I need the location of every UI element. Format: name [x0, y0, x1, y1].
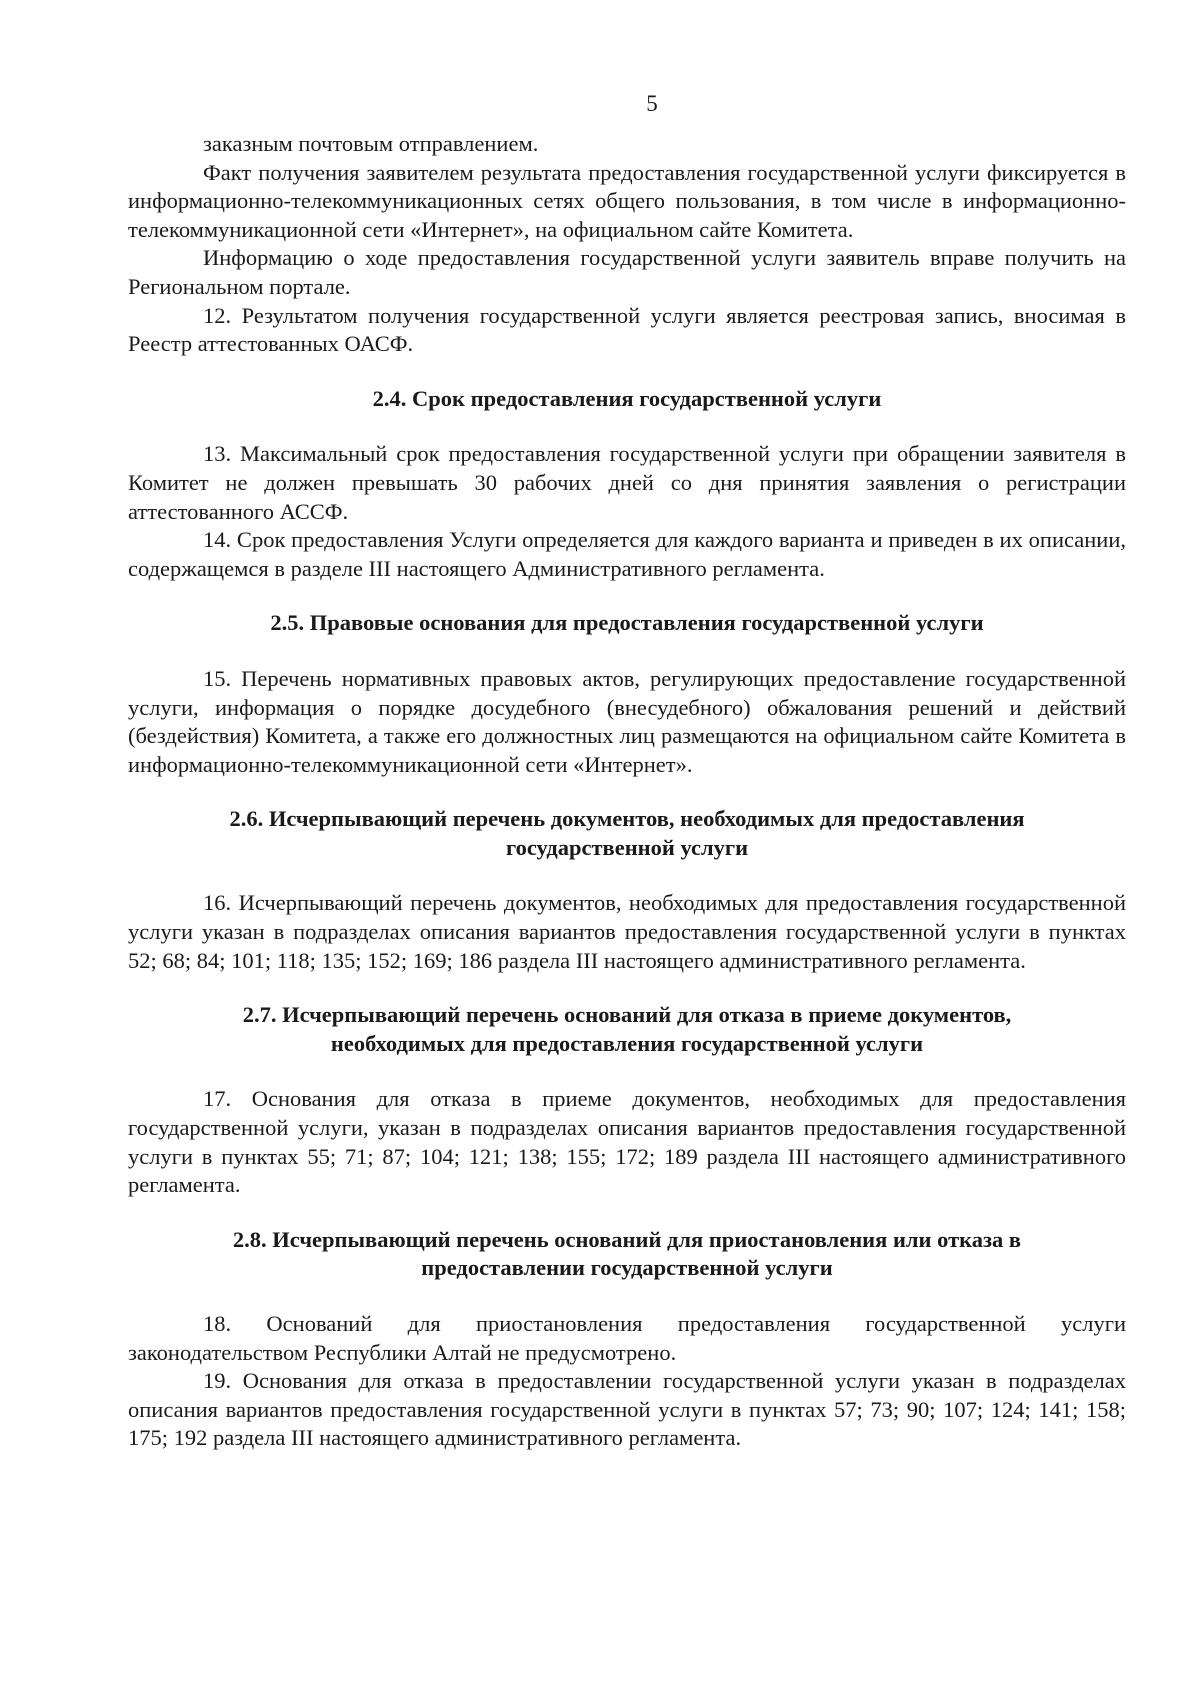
heading-line: 2.6. Исчерпывающий перечень документов, необходимых для предоставления — [229, 806, 1025, 832]
paragraph: заказным почтовым отправлением. — [203, 131, 539, 156]
paragraph: 18. Оснований для приостановления предоставления государственной услуги законодательством Республики Алтай не предусмотрено. — [128, 1311, 1126, 1365]
paragraph: 17. Основания для отказа в приеме документов, необходимых для предоставления государственной услуги, указан в подразделах описания вариантов предоставления государственной услуги в пунктах 55; 71; 87; 104; 121; 138; 155; 172; 189 раздела III настоящего административного регламента. — [128, 1086, 1126, 1198]
paragraph: 12. Результатом получения государственной услуги является реестровая запись, вносимая в Реестр аттестованных ОАСФ. — [128, 302, 1126, 357]
heading-line: необходимых для предоставления государственной услуги — [330, 1030, 924, 1056]
paragraph: 15. Перечень нормативных правовых актов, регулирующих предоставление государственной услуги, информация о порядке досудебного (внесудебного) обжалования решений и действий (бездействия) Комитета, а также его должностных лиц размещаются на официальном сайте Комитета в информационно-телекоммуникационной сети «Интернет». — [128, 665, 1126, 777]
heading-line: 2.4. Срок предоставления государственной услуги — [372, 385, 882, 411]
paragraph: 13. Максимальный срок предоставления государственной услуги при обращении заявителя в Комитет не должен превышать 30 рабочих дней со дня принятия заявления о регистрации аттестованного АССФ. — [128, 441, 1126, 524]
heading-line: 2.7. Исчерпывающий перечень оснований для отказа в приеме документов, — [242, 1002, 1012, 1028]
section-heading-2-6 — [128, 805, 1126, 862]
paragraph: 14. Срок предоставления Услуги определяется для каждого варианта и приведен в их описании, содержащемся в разделе III настоящего Административного регламента. — [128, 527, 1126, 581]
section-heading-2-8 — [128, 1226, 1126, 1283]
paragraph: Факт получения заявителем результата предоставления государственной услуги фиксируется в информационно-телекоммуникационных сетях общего пользования, в том числе в информационно-телекоммуникационной сети «Интернет», на официальном сайте Комитета. — [128, 159, 1126, 242]
heading-line: 2.8. Исчерпывающий перечень оснований для приостановления или отказа в — [232, 1226, 1022, 1252]
document-page — [128, 88, 1126, 1453]
paragraph: 16. Исчерпывающий перечень документов, необходимых для предоставления государственной услуги указан в подразделах описания вариантов предоставления государственной услуги в пунктах 52; 68; 84; 101; 118; 135; 152; 169; 186 раздела III настоящего административного регламента. — [128, 890, 1126, 973]
page-number: 5 — [646, 91, 658, 116]
section-heading-2-4 — [128, 385, 1126, 414]
paragraph: Информацию о ходе предоставления государственной услуги заявитель вправе получить на Региональном портале. — [128, 245, 1126, 299]
section-heading-2-7 — [128, 1001, 1126, 1058]
heading-line: государственной услуги — [505, 834, 749, 860]
heading-line: 2.5. Правовые основания для предоставления государственной услуги — [270, 610, 984, 636]
section-heading-2-5 — [128, 609, 1126, 638]
paragraph: 19. Основания для отказа в предоставлении государственной услуги указан в подразделах описания вариантов предоставления государственной услуги в пунктах 57; 73; 90; 107; 124; 141; 158; 175; 192 раздела III настоящего административного регламента. — [128, 1368, 1126, 1451]
heading-line: предоставлении государственной услуги — [421, 1255, 833, 1281]
